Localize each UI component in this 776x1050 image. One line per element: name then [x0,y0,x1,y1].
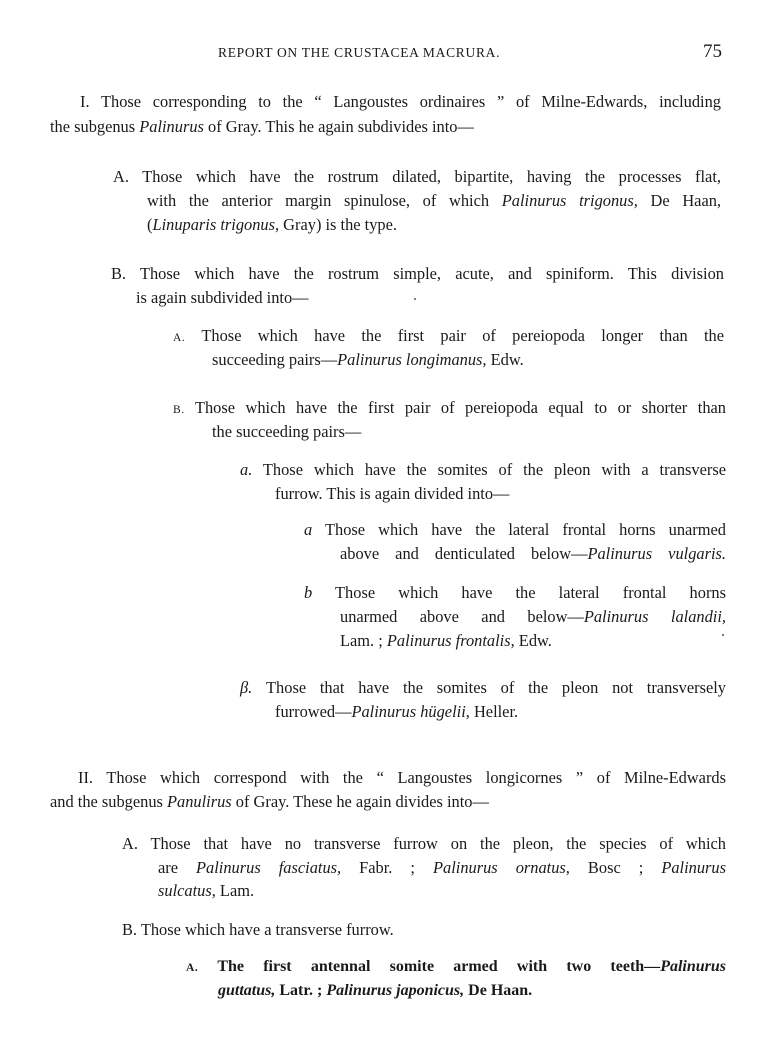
species-name: Palinurus [660,958,726,975]
alpha-label: a. [240,460,253,479]
II-B-a-label: A. [186,962,199,974]
section-II-label: II. [78,768,94,787]
sub-b-label: b [304,583,313,602]
I-A-line-1: A. Those which have the rostrum dilated, bipartite, having the processes flat, [113,167,721,186]
beta-line-1: β. Those that have the somites of the pleon not transversely [240,678,726,697]
I-B-b-line-2: the succeeding pairs— [212,422,362,441]
alpha-line-1: a. Those which have the somites of the pleon with a transverse [240,460,726,479]
species-name: Palinurus hügelii, [351,702,470,721]
species-name: guttatus, [218,982,276,999]
scan-speck [722,634,724,636]
species-name: Palinurus frontalis, [386,631,515,650]
section-I-line-2: the subgenus Palinurus of Gray. This he again subdivides into— [50,117,474,136]
II-A-line-1: A. Those that have no transverse furrow on the pleon, the species of which [122,834,726,853]
I-A-line-2: with the anterior margin spinulose, of which Palinurus trigonus, De Haan, [147,191,722,210]
I-A-line-3: (Linuparis trigonus, Gray) is the type. [147,215,397,234]
beta-line-2: furrowed—Palinurus hügelii, Heller. [275,702,519,721]
species-name: Palinurus japonicus, [326,982,465,999]
species-name: sulcatus, [158,881,216,900]
running-head [0,43,776,67]
I-B-a-line-1: A. Those which have the first pair of pereiopoda longer than the [173,326,724,345]
I-B-a-line-2: succeeding pairs—Palinurus longimanus, Edw. [212,350,524,369]
genus-name: Panulirus [167,792,232,811]
beta-label: β. [240,678,253,697]
species-name: Palinurus vulgaris. [587,544,726,563]
I-A-label: A. [113,167,129,186]
II-A-line-3: sulcatus, Lam. [158,881,255,900]
I-B-b-label: B. [173,404,185,416]
II-B-label: B. [122,920,138,939]
I-B-a-label: A. [173,332,186,344]
I-B-b-line-1: B. Those which have the first pair of pereiopoda equal to or shorter than [173,398,726,417]
species-name: Palinurus longimanus, [337,350,487,369]
sub-b-line-2: unarmed above and below—Palinurus lalandii, [340,607,726,626]
I-B-label: B. [111,264,127,283]
sub-b-line-1: b Those which have the lateral frontal horns [304,583,726,602]
II-B-line-1: B. Those which have a transverse furrow. [122,920,394,939]
II-B-a-line-2: guttatus, Latr. ; Palinurus japonicus, De Haan. [218,982,533,999]
section-I-label: I. [80,92,90,111]
sub-a-label: a [304,520,313,539]
species-name: Palinurus [661,858,727,877]
genus-name: Palinurus [139,117,204,136]
section-I-line-1: I. Those corresponding to the “ Langoustes ordinaires ” of Milne-Edwards, including [80,92,721,111]
species-name: Palinurus fasciatus, [196,858,342,877]
sub-a-line-1: a Those which have the lateral frontal horns unarmed [304,520,726,539]
alpha-line-2: furrow. This is again divided into— [275,484,510,503]
sub-b-line-3: Lam. ; Palinurus frontalis, Edw. [340,631,552,650]
species-name: Palinurus trigonus, [501,191,638,210]
II-A-line-2: are Palinurus fasciatus, Fabr. ; Palinurus ornatus, Bosc ; Palinurus [158,858,727,877]
species-name: Palinurus ornatus, [433,858,570,877]
page-number: 75 [703,41,722,62]
sub-a-line-2: above and denticulated below—Palinurus vulgaris. [340,544,726,563]
scan-speck [414,298,416,300]
species-name: Linuparis trigonus, [152,215,280,234]
II-B-a-line-1: A. The first antennal somite armed with two teeth—Palinurus [186,958,726,975]
II-A-label: A. [122,834,138,853]
section-II-line-2: and the subgenus Panulirus of Gray. These he again divides into— [50,792,489,811]
I-B-line-1: B. Those which have the rostrum simple, acute, and spiniform. This division [111,264,724,283]
section-II-line-1: II. Those which correspond with the “ Langoustes longicornes ” of Milne-Edwards [78,768,726,787]
species-name: Palinurus lalandii, [583,607,726,626]
I-B-line-2: is again subdivided into— [136,288,309,307]
running-title: REPORT ON THE CRUSTACEA MACRURA. [218,45,501,60]
